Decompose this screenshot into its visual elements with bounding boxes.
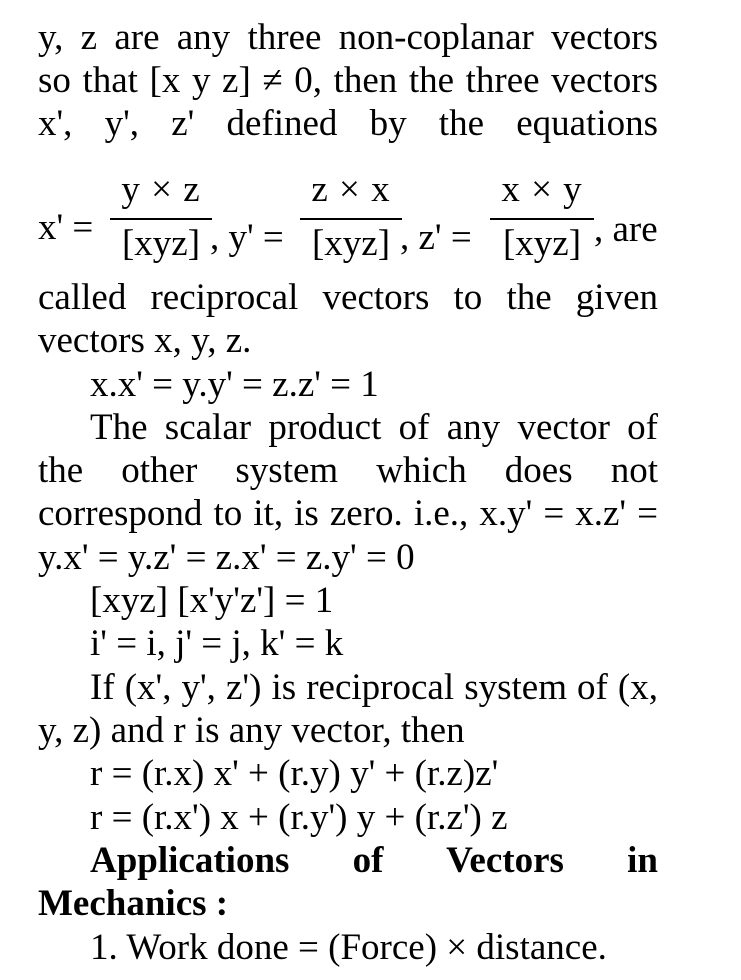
fraction-numerator: y × z (110, 168, 212, 220)
x-prime-lhs: x' = (38, 207, 94, 248)
text-line: The scalar product of any vector of (90, 407, 658, 448)
text-line: y, z) and r is any vector, then (38, 710, 465, 751)
fraction-numerator: z × x (300, 168, 402, 220)
text-line: [xyz] [x'y'z'] = 1 (90, 580, 334, 621)
reciprocal-vector-equations (38, 168, 658, 268)
text-line: r = (r.x') x + (r.y') y + (r.z') z (90, 797, 508, 838)
text-line: r = (r.x) x' + (r.y) y' + (r.z)z' (90, 753, 499, 794)
text-line: vectors x, y, z. (38, 320, 252, 361)
text-line: correspond to it, is zero. i.e., x.y' = x.z' = (38, 493, 658, 534)
text-line: i' = i, j' = j, k' = k (90, 623, 344, 664)
text-line: y.x' = y.z' = z.x' = z.y' = 0 (38, 537, 415, 578)
text-line: y, z are any three non-coplanar vectors (38, 17, 658, 58)
x-prime-fraction (110, 168, 212, 266)
text-line: x.x' = y.y' = z.z' = 1 (90, 364, 379, 405)
fraction-denominator: [xyz] (502, 223, 582, 264)
text-line: If (x', y', z') is reciprocal system of (x, (90, 667, 658, 708)
z-prime-fraction (490, 168, 594, 266)
text-line: so that [x y z] ≠ 0, then the three vectors (38, 60, 658, 101)
z-prime-lhs: , z' = (400, 217, 472, 258)
equation-tail: , are (594, 209, 658, 250)
section-heading: Applications of Vectors in (90, 840, 658, 881)
fraction-denominator: [xyz] (121, 223, 201, 264)
fraction-denominator: [xyz] (311, 223, 391, 264)
y-prime-fraction (300, 168, 402, 266)
y-prime-lhs: , y' = (210, 217, 284, 258)
section-heading: Mechanics : (38, 883, 229, 924)
text-line: called reciprocal vectors to the given (38, 277, 658, 318)
text-line: x', y', z' defined by the equations (38, 103, 658, 144)
fraction-numerator: x × y (490, 168, 594, 220)
text-line: 1. Work done = (Force) × distance. (90, 927, 607, 968)
text-line: the other system which does not (38, 450, 658, 491)
